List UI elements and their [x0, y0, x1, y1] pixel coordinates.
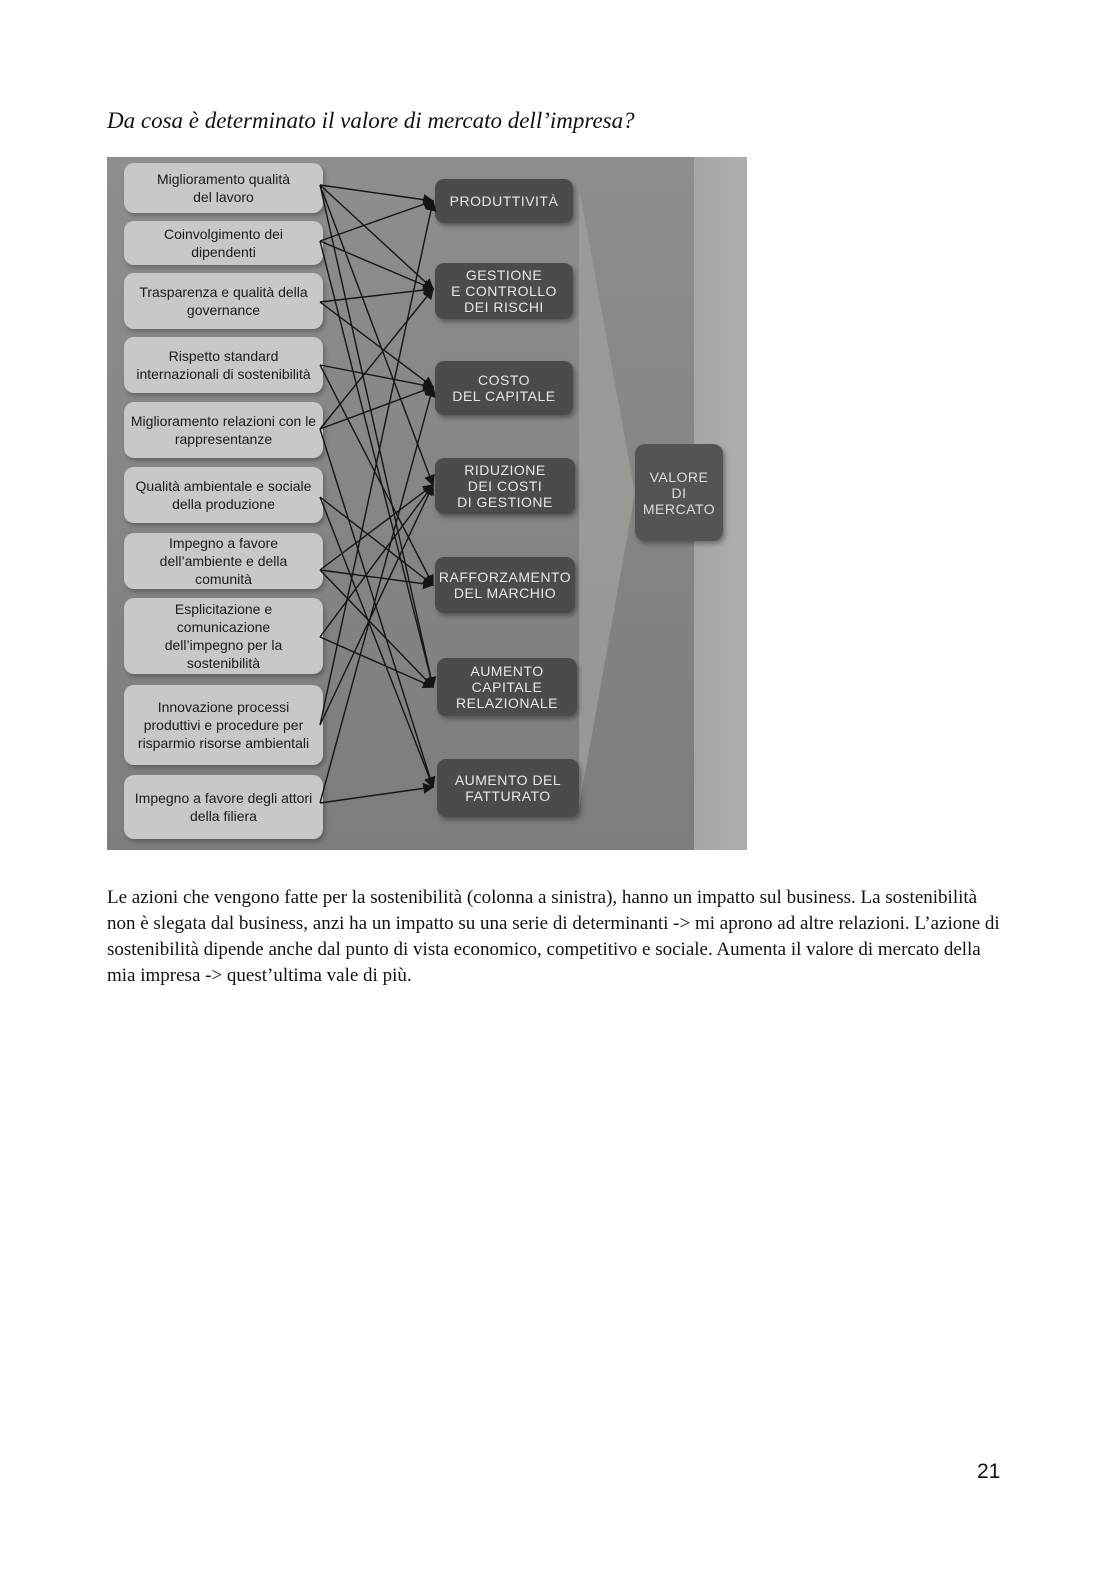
connection-arrow	[320, 365, 433, 387]
connection-arrow	[320, 201, 433, 241]
connection-arrow	[320, 787, 433, 803]
action-label: Miglioramento relazioni con le rappresentanze	[130, 413, 317, 447]
connection-arrow	[320, 485, 433, 570]
connection-arrow	[320, 570, 433, 687]
driver-label: RAFFORZAMENTO DEL MARCHIO	[438, 569, 572, 601]
action-label: Innovazione processi produttivi e procedure per risparmio risorse ambientali	[137, 699, 310, 751]
market-value-label: VALORE DI MERCATO	[642, 468, 716, 517]
value-drivers-diagram	[107, 157, 747, 850]
action-label: Impegno a favore degli attori della filiera	[134, 790, 313, 824]
driver-label: AUMENTO DEL FATTURATO	[454, 772, 562, 804]
connection-arrow	[320, 289, 433, 302]
connection-arrow	[320, 185, 433, 485]
connection-arrow	[320, 387, 433, 803]
driver-label: GESTIONE E CONTROLLO DEI RISCHI	[451, 267, 557, 315]
action-label: Coinvolgimento dei dipendenti	[163, 226, 284, 260]
connection-arrow	[320, 302, 433, 387]
connection-arrow	[320, 185, 433, 289]
action-label: Miglioramento qualità del lavoro	[156, 171, 291, 205]
connection-arrow	[320, 201, 433, 725]
action-label: Esplicitazione e comunicazione dell’impegno per la sostenibilità	[164, 601, 283, 671]
page-number: 21	[977, 1460, 1001, 1483]
connection-arrow	[320, 429, 433, 787]
driver-label: RIDUZIONE DEI COSTI DI GESTIONE	[457, 462, 553, 510]
section-heading: Da cosa è determinato il valore di mercato dell’impresa?	[107, 108, 635, 133]
connection-arrow	[320, 185, 433, 687]
driver-label: AUMENTO CAPITALE RELAZIONALE	[456, 663, 558, 711]
connection-arrow	[320, 185, 433, 201]
driver-label: PRODUTTIVITÀ	[449, 193, 559, 209]
action-label: Trasparenza e qualità della governance	[139, 284, 308, 318]
action-label: Rispetto standard internazionali di sostenibilità	[136, 348, 311, 382]
action-label: Impegno a favore dell’ambiente e della comunità	[159, 535, 288, 587]
connection-arrow	[320, 365, 433, 585]
connection-arrow	[320, 485, 433, 725]
driver-label: COSTO DEL CAPITALE	[452, 372, 556, 404]
action-label: Qualità ambientale e sociale della produzione	[135, 478, 312, 512]
body-paragraph: Le azioni che vengono fatte per la sostenibilità (colonna a sinistra), hanno un impatto sul business. La sostenibilità non è slegata dal business, anzi ha un impatto su una serie di determinanti -> mi aprono ad altre relazioni. L’azione di sostenibilità dipende anche dal punto di vista economico, competitivo e sociale. Aumenta il valore di mercato della mia impresa -> quest’ultima vale di più.	[107, 887, 1000, 986]
connection-arrows	[107, 157, 747, 850]
